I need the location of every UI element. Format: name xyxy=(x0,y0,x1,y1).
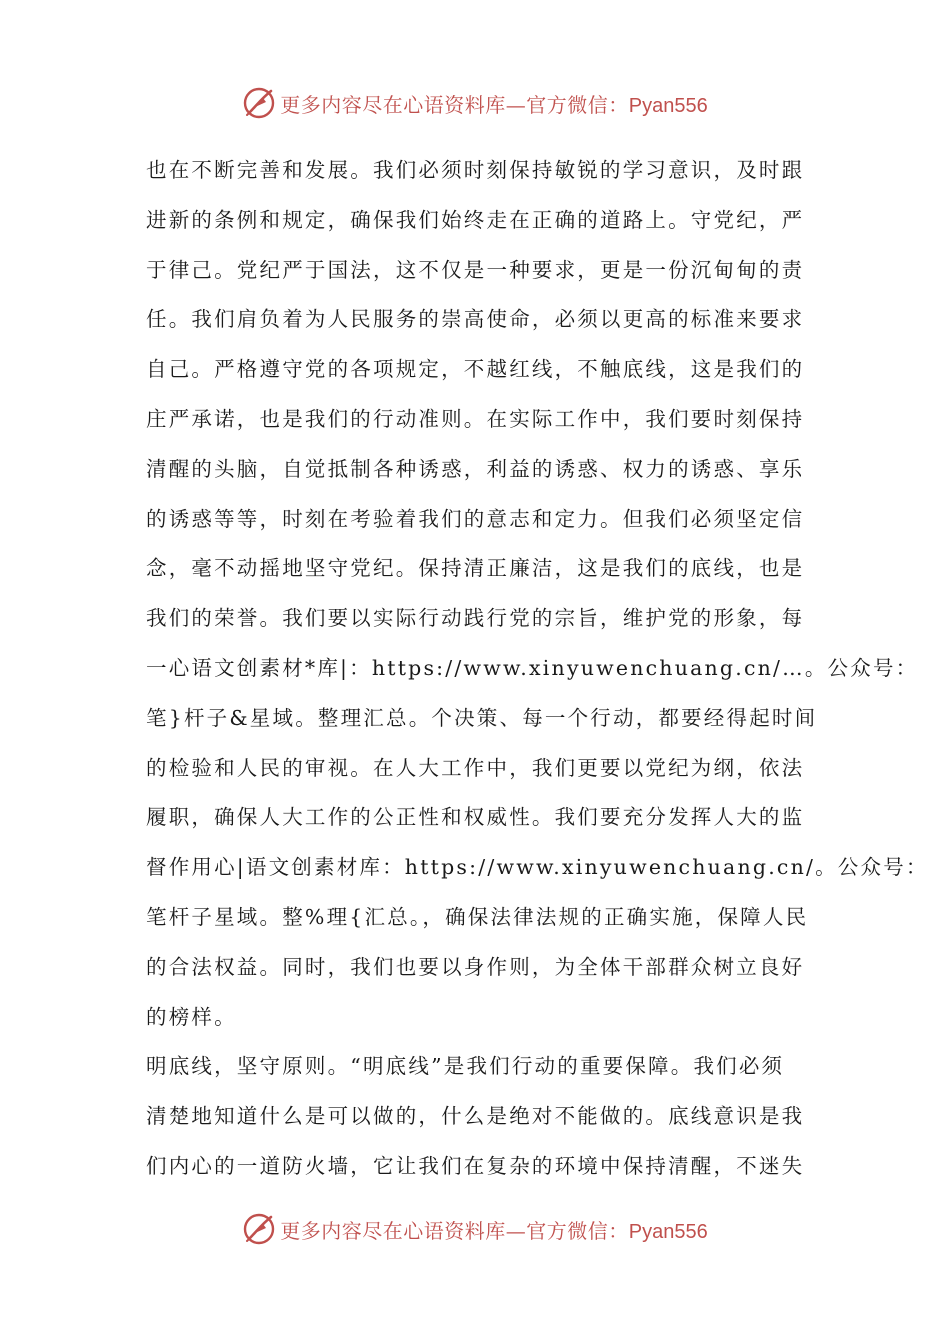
footer-banner xyxy=(0,1209,950,1249)
document-body xyxy=(146,146,929,1192)
header-site-text: 更多内容尽在心语资料库—官方微信： xyxy=(280,92,629,117)
quill-pen-logo-icon xyxy=(242,1212,276,1246)
body-line: 的榜样。 xyxy=(146,1004,237,1029)
body-line: 于律己。党纪严于国法，这不仅是一种要求，更是一份沉甸甸的责 xyxy=(146,257,805,282)
header-wechat-id: Pyan556 xyxy=(628,94,708,117)
body-line: 的合法权益。同时，我们也要以身作则，为全体干部群众树立良好 xyxy=(146,954,805,979)
header-banner xyxy=(0,83,950,123)
body-line: 履职，确保人大工作的公正性和权威性。我们要充分发挥人大的监 xyxy=(146,805,805,830)
footer-site-text: 更多内容尽在心语资料库—官方微信： xyxy=(280,1218,629,1243)
footer-banner-text xyxy=(280,1215,707,1244)
body-line: 们内心的一道防火墙，它让我们在复杂的环境中保持清醒，不迷失 xyxy=(146,1153,805,1178)
body-line: 的诱惑等等，时刻在考验着我们的意志和定力。但我们必须坚定信 xyxy=(146,506,805,531)
body-line: 清楚地知道什么是可以做的，什么是绝对不能做的。底线意识是我 xyxy=(146,1104,805,1129)
body-line: 的检验和人民的审视。在人大工作中，我们更要以党纪为纲，依法 xyxy=(146,755,805,780)
body-line: 进新的条例和规定，确保我们始终走在正确的道路上。守党纪，严 xyxy=(146,207,805,232)
body-line: 念，毫不动摇地坚守党纪。保持清正廉洁，这是我们的底线，也是 xyxy=(146,556,805,581)
body-line: 任。我们肩负着为人民服务的崇高使命，必须以更高的标准来要求 xyxy=(146,307,805,332)
quill-pen-logo-icon xyxy=(242,86,276,120)
body-line: 我们的荣誉。我们要以实际行动践行党的宗旨，维护党的形象，每 xyxy=(146,606,805,631)
body-line: 庄严承诺，也是我们的行动准则。在实际工作中，我们要时刻保持 xyxy=(146,406,805,431)
header-banner-text xyxy=(280,89,707,118)
body-line: 也在不断完善和发展。我们必须时刻保持敏锐的学习意识，及时跟 xyxy=(146,158,805,182)
footer-wechat-id: Pyan556 xyxy=(628,1220,708,1243)
body-line: 清醒的头脑，自觉抵制各种诱惑，利益的诱惑、权力的诱惑、享乐 xyxy=(146,456,805,481)
body-line: 明底线，坚守原则。“明底线”是我们行动的重要保障。我们必须 xyxy=(146,1054,785,1079)
body-line: 笔}杆子&星域。整理汇总。个决策、每一个行动，都要经得起时间 xyxy=(146,705,818,730)
body-line-with-link: 督作用心|语文创素材库：https://www.xinyuwenchuang.cn/。公众号： xyxy=(146,855,929,880)
body-line: 自己。严格遵守党的各项规定，不越红线，不触底线，这是我们的 xyxy=(146,357,805,382)
body-line: 笔杆子星域。整%理{汇总。，确保法律法规的正确实施，保障人民 xyxy=(146,904,809,929)
body-line-with-link: 一心语文创素材*库|：https://www.xinyuwenchuang.cn/…。公众号： xyxy=(146,655,919,680)
